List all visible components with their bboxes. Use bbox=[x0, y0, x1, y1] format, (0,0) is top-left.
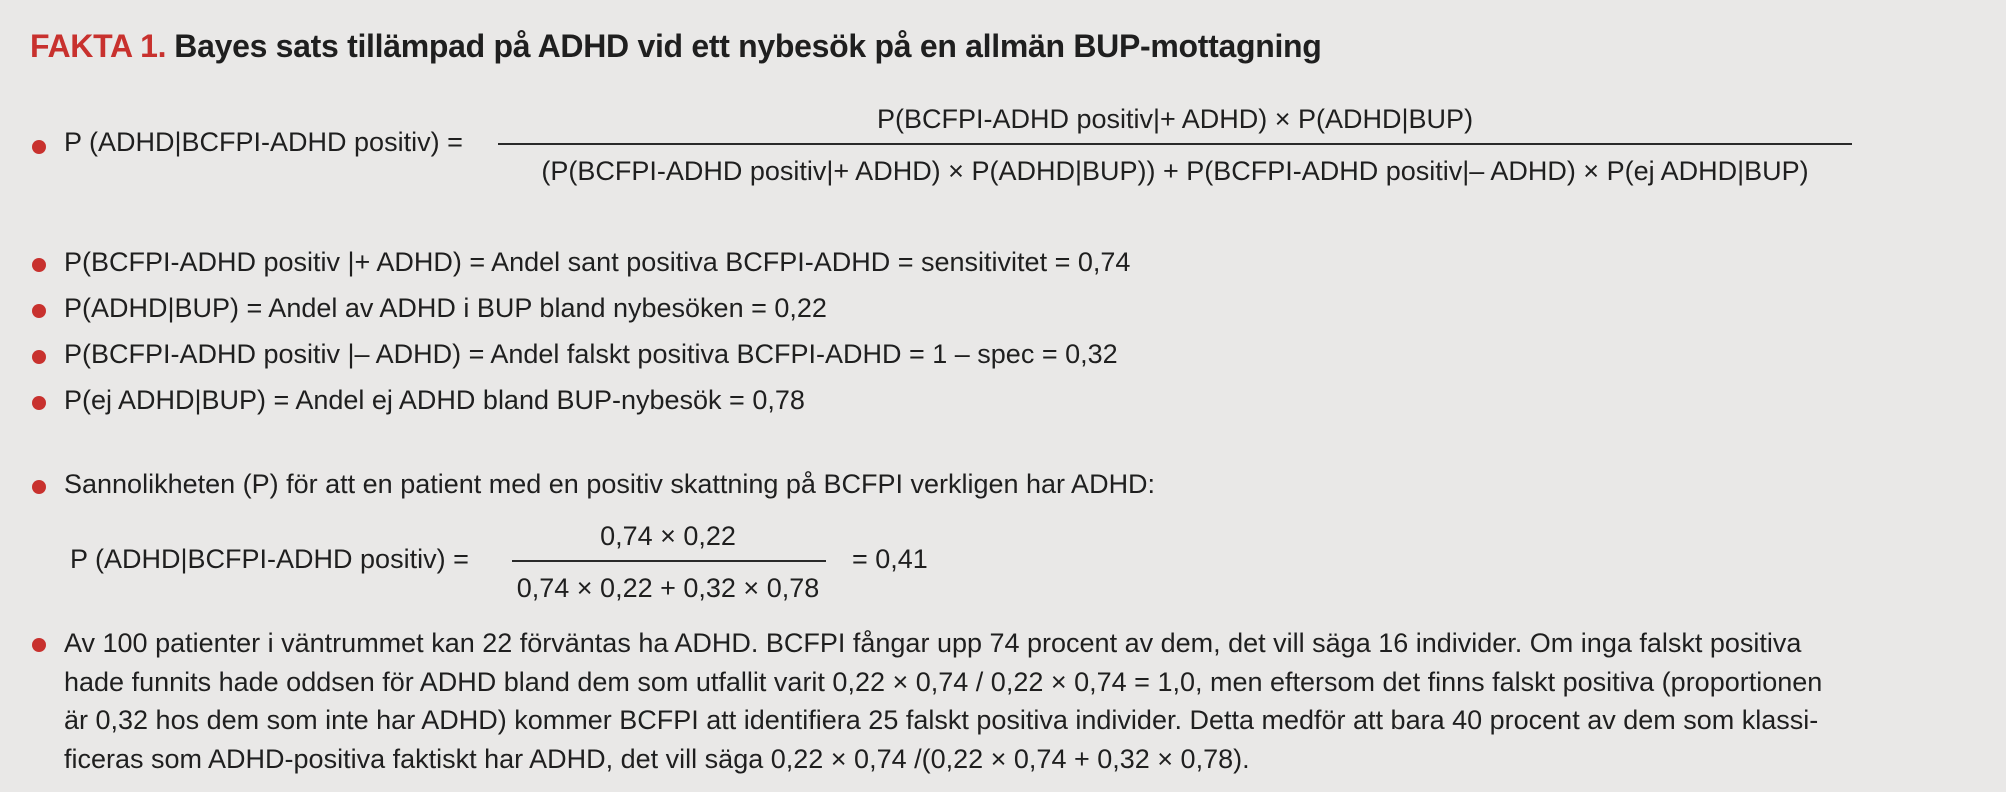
definition-item: P(BCFPI-ADHD positiv |– ADHD) = Andel falskt positiva BCFPI-ADHD = 1 – spec = 0,32 bbox=[64, 339, 1118, 369]
bullet-dot bbox=[32, 480, 46, 494]
bullet-dot bbox=[32, 140, 46, 154]
formula1-numerator: P(BCFPI-ADHD positiv|+ ADHD) × P(ADHD|BUP) bbox=[876, 104, 1474, 134]
bullet-dot bbox=[32, 350, 46, 364]
formula2-denominator: 0,74 × 0,22 + 0,32 × 0,78 bbox=[516, 573, 820, 603]
explanation-line: ficeras som ADHD-positiva faktiskt har ADHD, det vill säga 0,22 × 0,74 /(0,22 × 0,74 + 0,32 × 0,78). bbox=[64, 743, 1250, 774]
definition-item: P(ADHD|BUP) = Andel av ADHD i BUP bland nybesöken = 0,22 bbox=[64, 293, 827, 323]
explanation-line: är 0,32 hos dem som inte har ADHD) kommer BCFPI att identifiera 25 falskt positiva individer. Detta medför att bara 40 procent av dem som klassi- bbox=[64, 705, 1819, 735]
explanation-paragraph bbox=[64, 624, 1964, 778]
formula1-fraction-bar bbox=[498, 143, 1852, 145]
formula1-lhs: P (ADHD|BCFPI-ADHD positiv) = bbox=[64, 127, 463, 157]
formula2-fraction-bar bbox=[512, 560, 826, 562]
fact-box-title bbox=[30, 28, 1322, 65]
explanation-line: hade funnits hade oddsen för ADHD bland dem som utfallit varit 0,22 × 0,74 / 0,22 × 0,74 = 1,0, men eftersom det finns falskt positiva (proportionen bbox=[64, 666, 1823, 697]
bullet-dot bbox=[32, 258, 46, 272]
formula2-numerator: 0,74 × 0,22 bbox=[600, 521, 736, 551]
bullet-dot bbox=[32, 396, 46, 410]
definition-item: P(ej ADHD|BUP) = Andel ej ADHD bland BUP-nybesök = 0,78 bbox=[64, 385, 805, 415]
formula2-result: = 0,41 bbox=[852, 544, 928, 574]
explanation-line: Av 100 patienter i väntrummet kan 22 förväntas ha ADHD. BCFPI fångar upp 74 procent av dem, det vill säga 16 individer. Om inga falskt positiva bbox=[64, 628, 1802, 658]
fact-label: FAKTA 1. bbox=[30, 28, 167, 64]
probability-intro: Sannolikheten (P) för att en patient med en positiv skattning på BCFPI verkligen har ADHD: bbox=[64, 469, 1156, 499]
fact-heading: Bayes sats tillämpad på ADHD vid ett nybesök på en allmän BUP-mottagning bbox=[174, 28, 1322, 64]
bullet-dot bbox=[32, 638, 46, 652]
formula2-lhs: P (ADHD|BCFPI-ADHD positiv) = bbox=[70, 544, 469, 574]
formula1-denominator: (P(BCFPI-ADHD positiv|+ ADHD) × P(ADHD|BUP)) + P(BCFPI-ADHD positiv|– ADHD) × P(ej ADHD|BUP) bbox=[541, 156, 1809, 186]
definition-item: P(BCFPI-ADHD positiv |+ ADHD) = Andel sant positiva BCFPI-ADHD = sensitivitet = 0,74 bbox=[64, 247, 1131, 277]
bullet-dot bbox=[32, 304, 46, 318]
